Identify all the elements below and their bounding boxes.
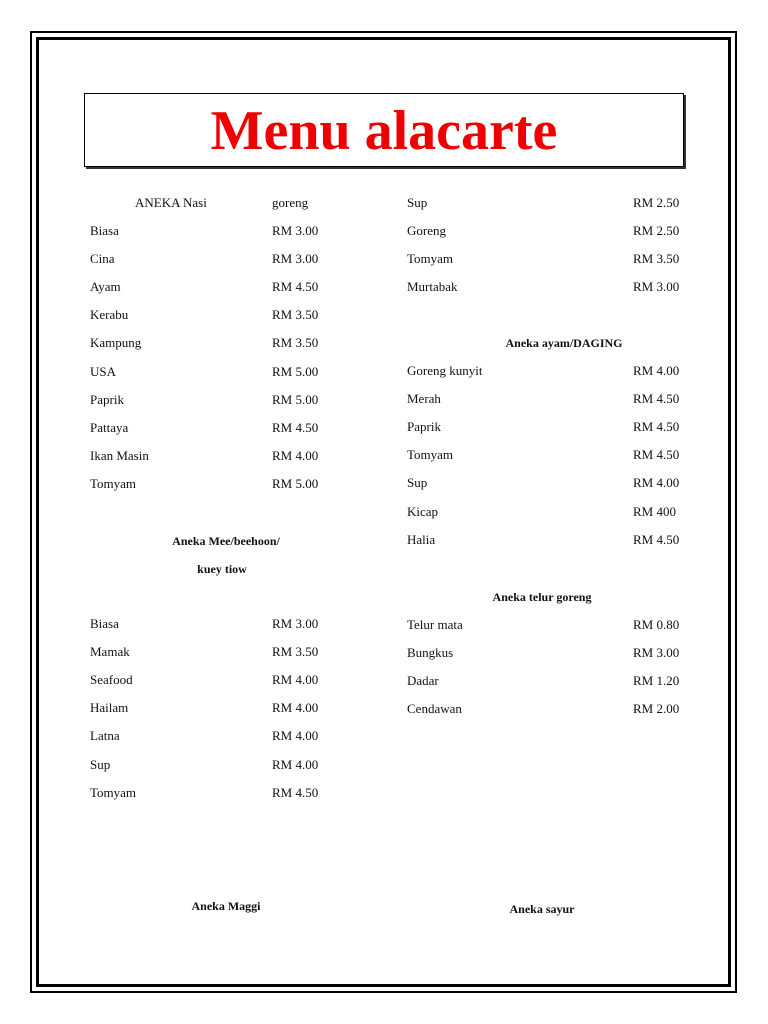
- menu-item-price: RM 3.00: [633, 645, 680, 660]
- menu-item-name: Latna: [90, 728, 120, 743]
- menu-item-price: RM 2.50: [633, 223, 680, 238]
- menu-item-name: Bungkus: [407, 645, 454, 660]
- menu-item-price: RM 4.50: [272, 420, 319, 435]
- menu-item-price: RM 4.00: [272, 728, 319, 743]
- menu-item-price: RM 3.50: [272, 307, 319, 322]
- menu-item-name: Sup: [90, 757, 111, 772]
- nasi-heading-right: goreng: [272, 195, 309, 210]
- menu-item-name: USA: [90, 364, 117, 379]
- ayam-heading: Aneka ayam/DAGING: [505, 336, 623, 350]
- menu-item-name: Goreng: [407, 223, 446, 238]
- menu-item-name: Biasa: [90, 223, 119, 238]
- menu-item-price: RM 2.50: [633, 195, 680, 210]
- menu-item-name: Ikan Masin: [90, 448, 149, 463]
- menu-item-price: RM 4.50: [633, 391, 680, 406]
- menu-item-price: RM 5.00: [272, 476, 319, 491]
- menu-item-name: Paprik: [407, 419, 441, 434]
- menu-item-price: RM 4.50: [272, 785, 319, 800]
- menu-item-price: RM 1.20: [633, 673, 680, 688]
- menu-item-price: RM 4.50: [272, 279, 319, 294]
- menu-item-name: Kicap: [407, 504, 439, 519]
- menu-item-name: Dadar: [407, 673, 439, 688]
- menu-item-price: RM 4.00: [272, 448, 319, 463]
- menu-item-price: RM 4.50: [633, 419, 680, 434]
- page-border-inner: [36, 37, 731, 987]
- page-title: Menu alacarte: [210, 100, 558, 162]
- menu-item-name: Kampung: [90, 335, 142, 350]
- menu-item-name: Hailam: [90, 700, 129, 715]
- menu-item-name: Halia: [407, 532, 436, 547]
- menu-item-name: Seafood: [90, 672, 133, 687]
- menu-item-name: Paprik: [90, 392, 124, 407]
- mee-heading-line1: Aneka Mee/beehoon/: [172, 534, 280, 548]
- menu-item-price: RM 3.00: [272, 223, 319, 238]
- menu-item-price: RM 3.00: [272, 616, 319, 631]
- menu-item-name: Ayam: [90, 279, 121, 294]
- menu-item-price: RM 5.00: [272, 392, 319, 407]
- menu-item-price: RM 3.50: [272, 335, 319, 350]
- menu-item-price: RM 400: [633, 504, 676, 519]
- menu-item-name: Tomyam: [407, 251, 454, 266]
- menu-item-price: RM 5.00: [272, 364, 319, 379]
- menu-item-name: Sup: [407, 475, 428, 490]
- menu-item-name: Pattaya: [90, 420, 129, 435]
- menu-item-price: RM 4.50: [633, 447, 680, 462]
- menu-item-price: RM 2.00: [633, 701, 680, 716]
- menu-item-price: RM 4.00: [272, 700, 319, 715]
- mee-heading-line2: kuey tiow: [197, 562, 247, 576]
- menu-item-price: RM 4.50: [633, 532, 680, 547]
- maggi-heading: Aneka Maggi: [191, 899, 261, 913]
- menu-item-name: Telur mata: [407, 617, 463, 632]
- menu-item-price: RM 3.00: [272, 251, 319, 266]
- menu-item-name: Murtabak: [407, 279, 458, 294]
- nasi-heading-left: ANEKA Nasi: [135, 195, 207, 210]
- menu-item-price: RM 3.50: [272, 644, 319, 659]
- menu-item-name: Tomyam: [90, 785, 137, 800]
- menu-item-name: Kerabu: [90, 307, 129, 322]
- menu-item-price: RM 3.50: [633, 251, 680, 266]
- menu-item-price: RM 3.00: [633, 279, 680, 294]
- menu-item-name: Cendawan: [407, 701, 462, 716]
- menu-item-price: RM 4.00: [633, 475, 680, 490]
- menu-item-price: RM 4.00: [633, 363, 680, 378]
- menu-item-price: RM 0.80: [633, 617, 680, 632]
- menu-item-name: Sup: [407, 195, 428, 210]
- menu-item-name: Cina: [90, 251, 115, 266]
- menu-item-name: Merah: [407, 391, 441, 406]
- telur-heading: Aneka telur goreng: [492, 590, 592, 604]
- menu-item-name: Mamak: [90, 644, 130, 659]
- menu-item-price: RM 4.00: [272, 672, 319, 687]
- menu-item-name: Tomyam: [90, 476, 137, 491]
- menu-item-name: Biasa: [90, 616, 119, 631]
- menu-item-price: RM 4.00: [272, 757, 319, 772]
- menu-item-name: Goreng kunyit: [407, 363, 483, 378]
- title-box: [84, 93, 684, 167]
- menu-item-name: Tomyam: [407, 447, 454, 462]
- sayur-heading: Aneka sayur: [509, 902, 575, 916]
